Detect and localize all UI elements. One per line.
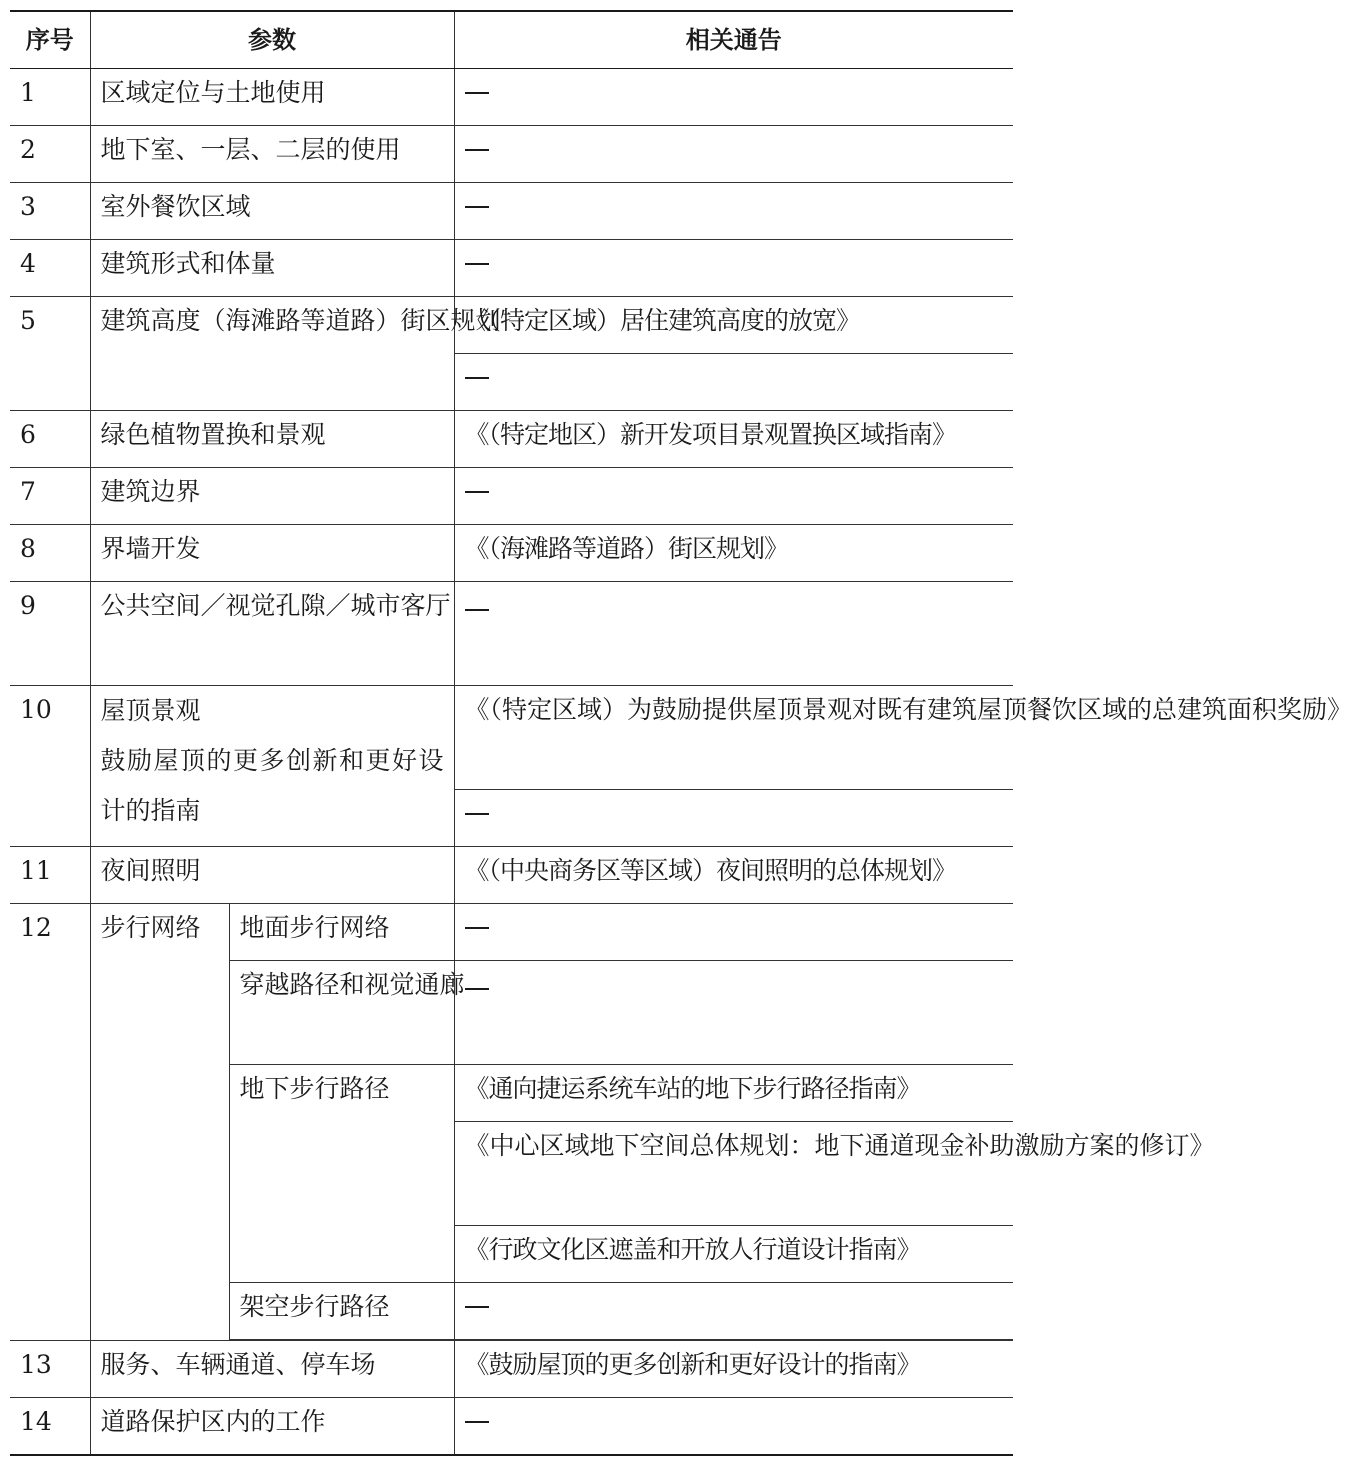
table-row [10,582,1013,686]
table-row [10,240,1013,297]
row-number: 14 [10,1398,90,1456]
param-cell: 界墙开发 [90,525,454,582]
notice-cell: 《（海滩路等道路）街区规划》 [454,525,1013,582]
param-cell [90,686,454,847]
row-number: 9 [10,582,90,686]
param-cell: 公共空间／视觉孔隙／城市客厅 [90,582,454,686]
param-cell: 地下室、一层、二层的使用 [90,126,454,183]
dash-mark [465,927,489,929]
sub-param-cell: 地下步行路径 [229,1065,454,1283]
notice-cell: 《中心区域地下空间总体规划：地下通道现金补助激励方案的修订》 [454,1122,1013,1226]
dash-mark [465,609,489,611]
row-number: 2 [10,126,90,183]
notice-cell [454,183,1013,240]
dash-mark [465,377,489,379]
row-number: 10 [10,686,90,847]
table-row [10,847,1013,904]
param-cell: 建筑形式和体量 [90,240,454,297]
table-row [10,411,1013,468]
notice-cell [454,354,1013,411]
notice-cell [454,468,1013,525]
param-cell: 室外餐饮区域 [90,183,454,240]
dash-mark [465,263,489,265]
row-number: 11 [10,847,90,904]
header-param: 参数 [90,11,454,69]
param-cell: 建筑高度（海滩路等道路）街区规划 [90,297,454,411]
notice-cell: 《行政文化区遮盖和开放人行道设计指南》 [454,1226,1013,1283]
table-row [10,686,1013,790]
header-notice: 相关通告 [454,11,1013,69]
notice-cell [454,790,1013,847]
param-cell: 道路保护区内的工作 [90,1398,454,1456]
param-cell: 绿色植物置换和景观 [90,411,454,468]
param-cell: 服务、车辆通道、停车场 [90,1341,454,1398]
dash-mark [465,149,489,151]
table-row [10,468,1013,525]
notice-cell [454,904,1013,961]
row-number: 5 [10,297,90,411]
param-cell: 夜间照明 [90,847,454,904]
dash-mark [465,491,489,493]
notice-cell: 《（特定区域）居住建筑高度的放宽》 [454,297,1013,354]
param-cell: 区域定位与土地使用 [90,69,454,126]
notice-cell [454,240,1013,297]
table-row [10,183,1013,240]
notice-cell [454,1398,1013,1456]
dash-mark [465,813,489,815]
notice-table [10,10,1352,1456]
table-row [10,904,1013,961]
table-row [10,69,1013,126]
dash-mark [465,1421,489,1423]
table-row [10,1341,1013,1398]
notice-cell [454,961,1013,1065]
row-number: 8 [10,525,90,582]
row-number: 7 [10,468,90,525]
table-row [10,126,1013,183]
row-number: 6 [10,411,90,468]
param-line: 鼓励屋顶的更多创新和更好设计的指南 [100,746,444,825]
table-row [10,1398,1013,1456]
param-line: 屋顶景观 [100,696,201,725]
row-number: 3 [10,183,90,240]
row-number: 1 [10,69,90,126]
notice-cell [454,1283,1013,1340]
notice-cell: 《（中央商务区等区域）夜间照明的总体规划》 [454,847,1013,904]
table-row [10,297,1013,354]
header-no: 序号 [10,11,90,69]
notice-cell: 《（特定区域）为鼓励提供屋顶景观对既有建筑屋顶餐饮区域的总建筑面积奖励》 [454,686,1013,790]
table-row [10,525,1013,582]
notice-cell [454,69,1013,126]
row-number: 13 [10,1341,90,1398]
sub-param-cell: 地面步行网络 [229,904,454,961]
dash-mark [465,92,489,94]
dash-mark [465,988,489,990]
param-cell: 建筑边界 [90,468,454,525]
sub-param-cell: 穿越路径和视觉通廊 [229,961,454,1065]
dash-mark [465,206,489,208]
notice-cell [454,126,1013,183]
notice-cell [454,582,1013,686]
dash-mark [465,1306,489,1308]
sub-param-cell: 架空步行路径 [229,1283,454,1340]
table-header-row [10,11,1013,69]
notice-cell: 《通向捷运系统车站的地下步行路径指南》 [454,1065,1013,1122]
row-number: 4 [10,240,90,297]
notice-cell: 《鼓励屋顶的更多创新和更好设计的指南》 [454,1341,1013,1398]
notice-cell: 《（特定地区）新开发项目景观置换区域指南》 [454,411,1013,468]
param-cell: 步行网络 [90,904,229,1341]
row-number: 12 [10,904,90,1341]
